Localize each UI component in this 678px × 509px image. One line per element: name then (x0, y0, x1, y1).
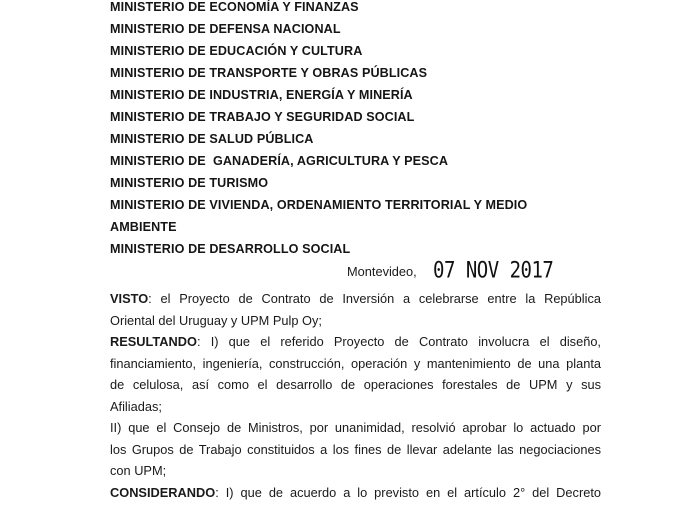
resultando-label: RESULTANDO (110, 334, 197, 349)
text-line: financiamiento, ingeniería, construcción, operación y mantenimiento de una planta (110, 355, 601, 371)
text-line (110, 331, 601, 353)
considerando-text: : I) que de acuerdo a lo previsto en el artículo 2° del Decreto (215, 484, 601, 500)
ministry-line: MINISTERIO DE ECONOMÍA Y FINANZAS (110, 0, 359, 14)
date-stamp: 07 NOV 2017 (433, 258, 554, 284)
text-line: II) que el Consejo de Ministros, por unanimidad, resolvió aprobar lo actuado por (110, 420, 601, 435)
visto-paragraph (110, 288, 601, 331)
ministry-line: MINISTERIO DE TRANSPORTE Y OBRAS PÚBLICAS (110, 66, 428, 80)
ministry-line: MINISTERIO DE SALUD PÚBLICA (110, 132, 314, 146)
text-line: Afiliadas; (110, 398, 162, 414)
date-line (347, 258, 587, 284)
resultando-text: : I) que el referido Proyecto de Contrato involucra el diseño, (196, 334, 601, 349)
ministry-line: MINISTERIO DE INDUSTRIA, ENERGÍA Y MINERÍA (110, 88, 413, 102)
date-city: Montevideo, (347, 264, 417, 279)
ministry-line: MINISTERIO DE DEFENSA NACIONAL (110, 22, 341, 36)
ministry-line: MINISTERIO DE VIVIENDA, ORDENAMIENTO TERRITORIAL Y MEDIO (110, 198, 528, 212)
text-line: los Grupos de Trabajo constituidos a los fines de llevar adelante las negociaciones (110, 441, 601, 457)
ministry-line: MINISTERIO DE EDUCACIÓN Y CULTURA (110, 44, 363, 58)
visto-text: : el Proyecto de Contrato de Inversión a celebrarse entre la República (148, 291, 601, 306)
ministry-line: MINISTERIO DE TRABAJO Y SEGURIDAD SOCIAL (110, 110, 415, 124)
document-body (110, 288, 601, 503)
visto-label: VISTO (110, 291, 149, 306)
ministry-line: AMBIENTE (110, 220, 177, 234)
text-line (110, 482, 601, 504)
text-line: de celulosa, así como el desarrollo de operaciones forestales de UPM y sus (110, 377, 601, 392)
text-line (110, 288, 601, 310)
considerando-paragraph (110, 482, 601, 504)
ministry-line: MINISTERIO DE GANADERÍA, AGRICULTURA Y PESCA (110, 154, 449, 168)
text-line: Oriental del Uruguay y UPM Pulp Oy; (110, 312, 322, 328)
ministries-list (110, 0, 560, 260)
ministry-line: MINISTERIO DE TURISMO (110, 176, 269, 190)
text-line: con UPM; (110, 463, 167, 478)
resultando-paragraph (110, 331, 601, 482)
considerando-label: CONSIDERANDO (110, 484, 216, 500)
ministry-line: MINISTERIO DE DESARROLLO SOCIAL (110, 242, 351, 256)
